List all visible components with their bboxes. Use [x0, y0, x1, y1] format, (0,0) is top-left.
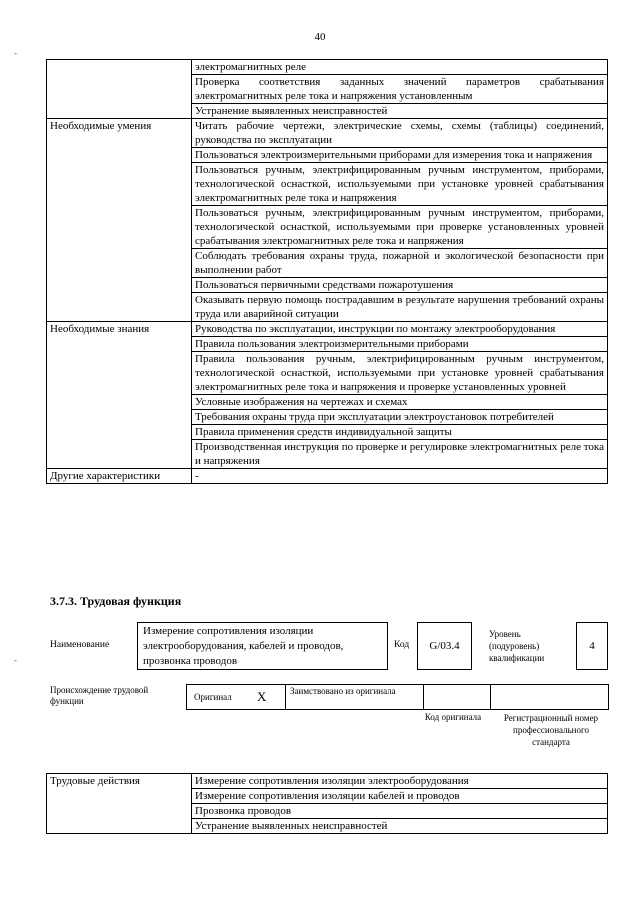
row-item: Устранение выявленных неисправностей [192, 819, 608, 834]
row-label: Трудовые действия [47, 774, 192, 834]
row-label [47, 60, 192, 119]
row-item: Пользоваться первичными средствами пожаротушения [192, 278, 608, 293]
origin-row [186, 684, 609, 710]
borrowed-label: Заимствовано из оригинала [290, 686, 396, 696]
row-item: Устранение выявленных неисправностей [192, 104, 608, 119]
margin-mark: - [14, 48, 17, 58]
row-item: Производственная инструкция по проверке и регулировке электромагнитных реле тока и напряжения [192, 440, 608, 469]
row-item: Пользоваться ручным, электрифицированным ручным инструментом, приборами, технологической оснасткой, используемыми при установке уровней срабатывания электромагнитных реле тока и напряжения [192, 163, 608, 206]
table-row [47, 322, 608, 337]
level-label: Уровень (подуровень) квалификации [489, 629, 545, 663]
row-item: Правила пользования ручным, электрифицированным ручным инструментом, технологической оснасткой, используемыми при установке уровней срабатывания электромагнитных реле тока и напряжения и проверке установленных уровней [192, 352, 608, 395]
row-item: Прозвонка проводов [192, 804, 608, 819]
code-label: Код [394, 640, 410, 650]
skills-knowledge-table [46, 59, 608, 484]
table-row [47, 469, 608, 484]
original-mark: X [257, 689, 267, 704]
original-code-cell [423, 684, 491, 710]
row-item: Пользоваться электроизмерительными приборами для измерения тока и напряжения [192, 148, 608, 163]
original-label: Оригинал [194, 692, 232, 702]
origin-label: Происхождение трудовой функции [50, 685, 149, 706]
row-item: Условные изображения на чертежах и схемах [192, 395, 608, 410]
row-item: Читать рабочие чертежи, электрические схемы, схемы (таблицы) соединений, руководства по эксплуатации [192, 119, 608, 148]
page-number: 40 [314, 31, 326, 43]
code-original-caption: Код оригинала [424, 712, 482, 722]
row-item: электромагнитных реле [192, 60, 608, 75]
table-row [47, 119, 608, 148]
row-item: Правила пользования электроизмерительными приборами [192, 337, 608, 352]
margin-mark: - [14, 655, 17, 665]
row-item: - [192, 469, 608, 484]
row-item: Проверка соответствия заданных значений параметров срабатывания электромагнитных реле тока и напряжения установленным [192, 75, 608, 104]
table-row [47, 60, 608, 75]
section-title: 3.7.3. Трудовая функция [50, 594, 182, 608]
row-item: Пользоваться ручным, электрифицированным ручным инструментом, приборами, технологической оснасткой, используемыми при проверке установленных уровней срабатывания электромагнитных реле тока и напряжения [192, 206, 608, 249]
row-item: Требования охраны труда при эксплуатации электроустановок потребителей [192, 410, 608, 425]
borrowed-cell [285, 684, 424, 710]
function-code-field: G/03.4 [417, 622, 472, 670]
row-item: Оказывать первую помощь пострадавшим в результате нарушения требований охраны труда или аварийной ситуации [192, 293, 608, 322]
row-item: Руководства по эксплуатации, инструкции по монтажу электрооборудования [192, 322, 608, 337]
row-label: Необходимые умения [47, 119, 192, 322]
row-item: Измерение сопротивления изоляции кабелей и проводов [192, 789, 608, 804]
row-label: Другие характеристики [47, 469, 192, 484]
original-cell [186, 684, 286, 710]
reg-number-cell [490, 684, 609, 710]
row-item: Правила применения средств индивидуальной защиты [192, 425, 608, 440]
reg-number-caption: Регистрационный номер профессионального стандарта [503, 713, 599, 747]
name-label: Наименование [50, 640, 110, 650]
row-item: Соблюдать требования охраны труда, пожарной и экологической безопасности при выполнении работ [192, 249, 608, 278]
work-actions-table [46, 773, 608, 834]
level-value-field: 4 [576, 622, 608, 670]
table-row [47, 774, 608, 789]
function-name-field: Измерение сопротивления изоляции электрооборудования, кабелей и проводов, прозвонка проводов [137, 622, 388, 670]
row-item: Измерение сопротивления изоляции электрооборудования [192, 774, 608, 789]
row-label: Необходимые знания [47, 322, 192, 469]
